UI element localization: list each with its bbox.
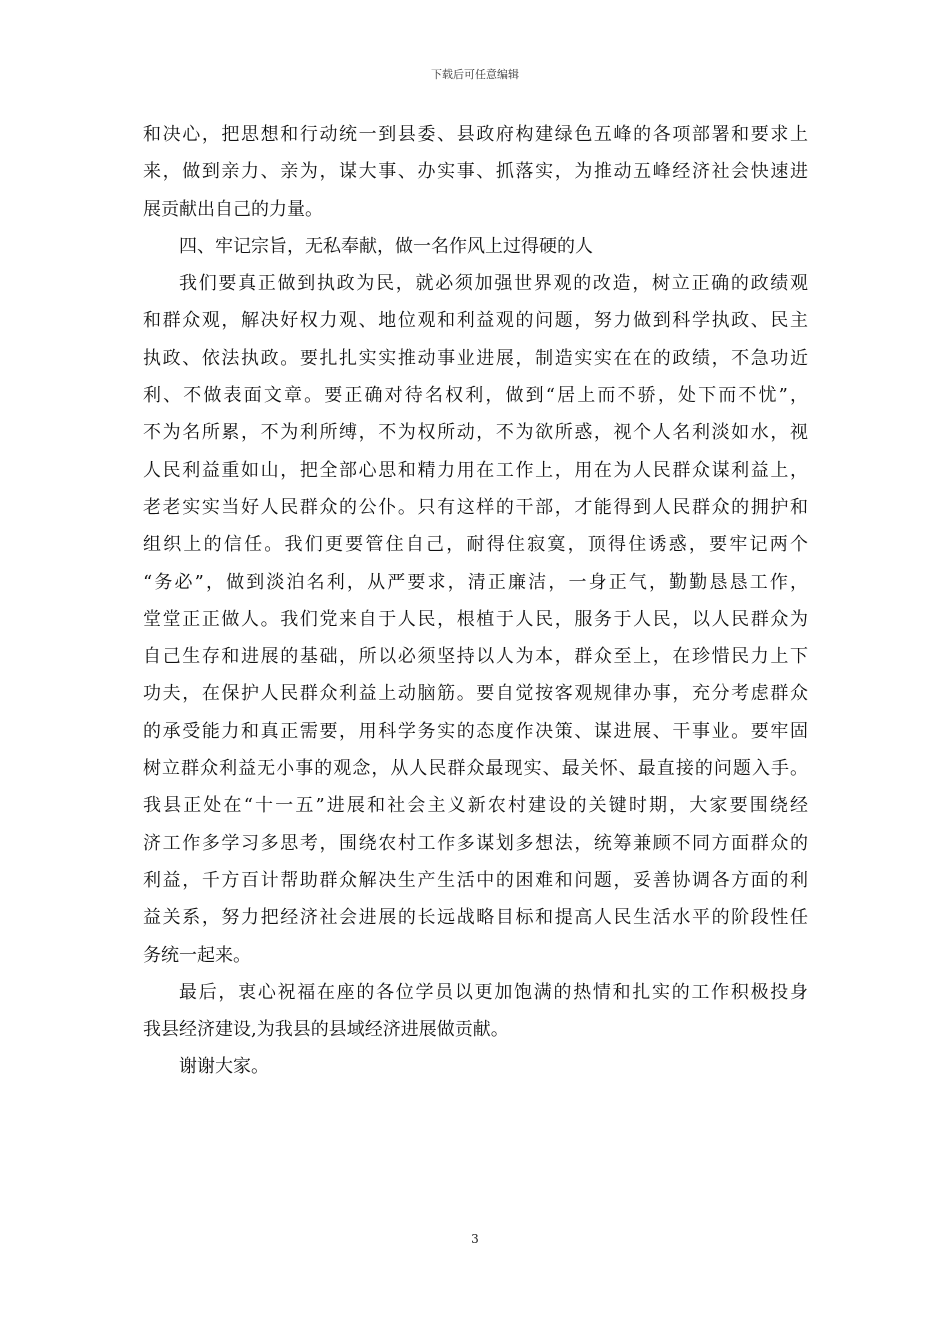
- body-line: 不为名所累，不为利所缚，不为权所动，不为欲所惑，视个人名利淡如水，视: [143, 422, 808, 444]
- body-line: 最后，衷心祝福在座的各位学员以更加饱满的热情和扎实的工作积极投身: [179, 981, 808, 1003]
- body-line: 我县正处在“十一五”进展和社会主义新农村建设的关键时期，大家要围绕经: [143, 795, 808, 817]
- body-line: 利益，千方百计帮助群众解决生产生活中的困难和问题，妥善协调各方面的利: [143, 869, 808, 891]
- page-header: 下载后可任意编辑: [431, 68, 519, 81]
- body-line: 人民利益重如山，把全部心思和精力用在工作上，用在为人民群众谋利益上，: [143, 459, 808, 481]
- page-number: 3: [471, 1232, 479, 1246]
- body-line: 利、不做表面文章。要正确对待名权利，做到“居上而不骄，处下而不忧”，: [143, 385, 808, 407]
- body-line: 济工作多学习多思考，围绕农村工作多谋划多想法，统筹兼顾不同方面群众的: [143, 832, 808, 854]
- body-line: 益关系，努力把经济社会进展的长远战略目标和提高人民生活水平的阶段性任: [143, 907, 808, 929]
- body-line: 功夫，在保护人民群众利益上动脑筋。要自觉按客观规律办事，充分考虑群众: [143, 683, 808, 705]
- body-line: 我县经济建设,为我县的县域经济进展做贡献。: [143, 1019, 509, 1041]
- body-line: 执政、依法执政。要扎扎实实推动事业进展，制造实实在在的政绩，不急功近: [143, 347, 808, 369]
- body-line: 组织上的信任。我们更要管住自己，耐得住寂寞，顶得住诱惑，要牢记两个: [143, 534, 808, 556]
- closing-line: 谢谢大家。: [179, 1056, 269, 1078]
- body-line: 展贡献出自己的力量。: [143, 198, 323, 220]
- body-line: 堂堂正正做人。我们党来自于人民，根植于人民，服务于人民，以人民群众为: [143, 608, 808, 630]
- body-line: 老老实实当好人民群众的公仆。只有这样的干部，才能得到人民群众的拥护和: [143, 496, 808, 518]
- body-line: 我们要真正做到执政为民，就必须加强世界观的改造，树立正确的政绩观: [179, 273, 808, 295]
- section-heading: 四、牢记宗旨，无私奉献，做一名作风上过得硬的人: [179, 235, 593, 257]
- body-line: 树立群众利益无小事的观念，从人民群众最现实、最关怀、最直接的问题入手。: [143, 758, 808, 780]
- body-line: 自己生存和进展的基础，所以必须坚持以人为本，群众至上，在珍惜民力上下: [143, 646, 808, 668]
- body-line: 的承受能力和真正需要，用科学务实的态度作决策、谋进展、干事业。要牢固: [143, 720, 808, 742]
- body-line: 务统一起来。: [143, 944, 251, 966]
- document-body: [143, 121, 808, 1091]
- body-line: 来，做到亲力、亲为，谋大事、办实事、抓落实，为推动五峰经济社会快速进: [143, 161, 808, 183]
- body-line: “务必”，做到淡泊名利，从严要求，清正廉洁，一身正气，勤勤恳恳工作，: [143, 571, 808, 593]
- body-line: 和群众观，解决好权力观、地位观和利益观的问题，努力做到科学执政、民主: [143, 310, 808, 332]
- body-line: 和决心，把思想和行动统一到县委、县政府构建绿色五峰的各项部署和要求上: [143, 124, 808, 145]
